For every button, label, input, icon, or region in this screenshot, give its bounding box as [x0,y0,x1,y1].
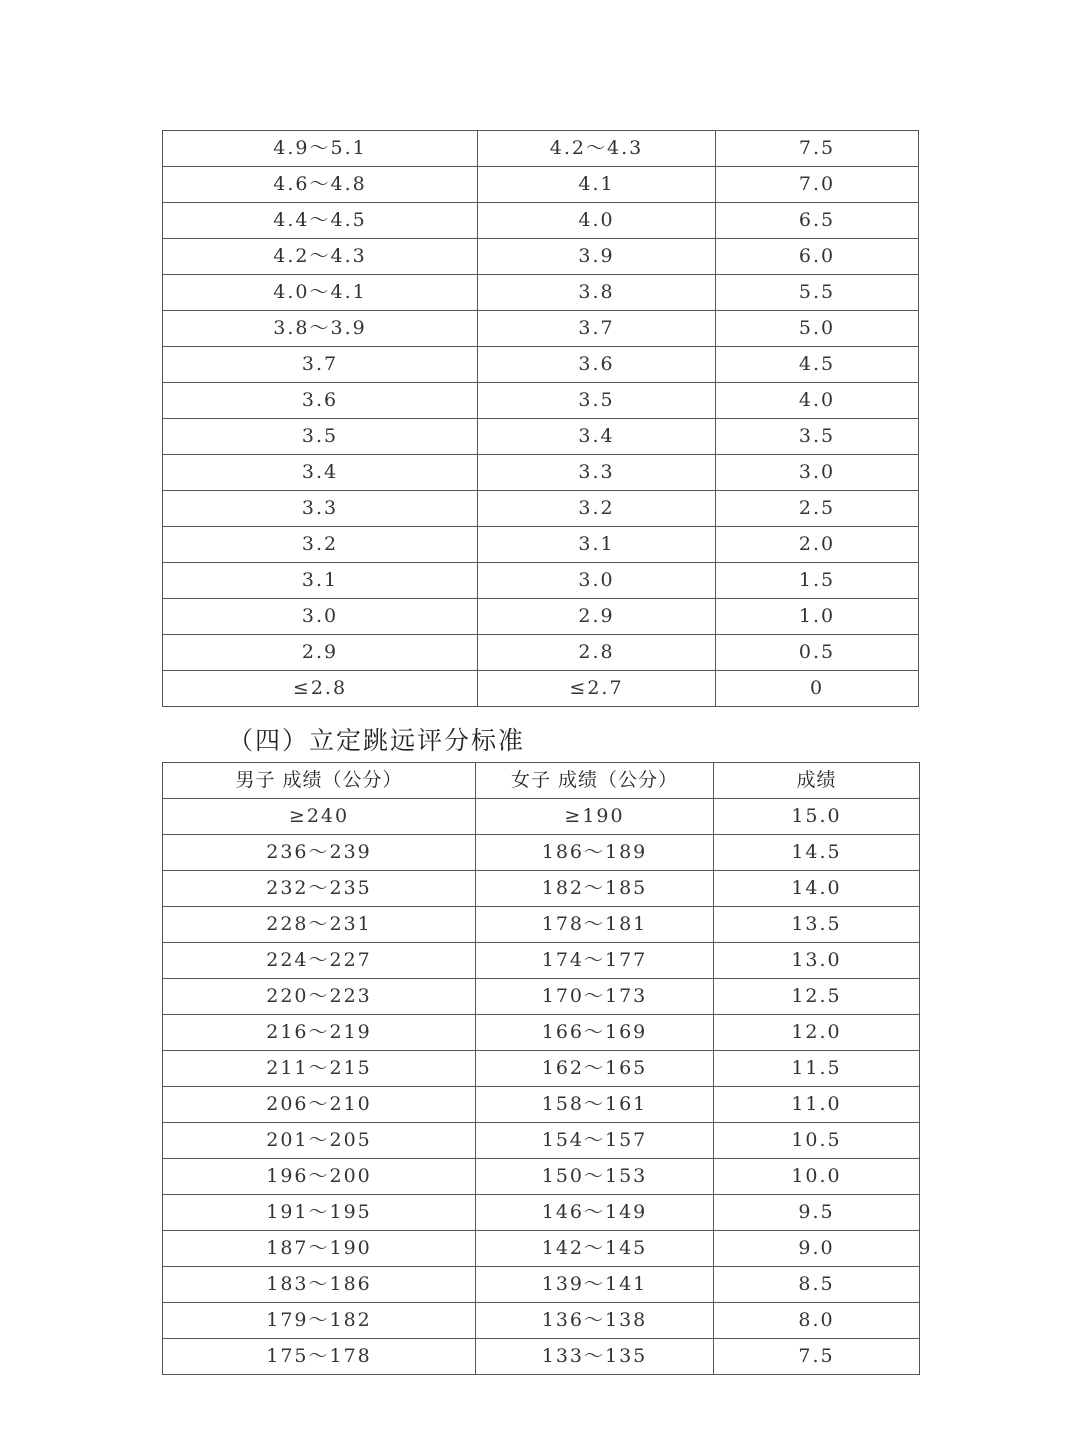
points-cell: 15.0 [714,799,920,835]
table-row [163,527,919,563]
points-cell: 6.0 [716,239,919,275]
male-cell: 216～219 [163,1015,476,1051]
male-cell: 191～195 [163,1195,476,1231]
table-row [163,1195,920,1231]
table-row [163,1123,920,1159]
female-cell: 178～181 [476,907,714,943]
table-row [163,563,919,599]
male-cell: 196～200 [163,1159,476,1195]
female-cell: 3.6 [478,347,716,383]
table-row [163,799,920,835]
female-cell: 3.2 [478,491,716,527]
male-cell: 228～231 [163,907,476,943]
male-cell: 3.5 [163,419,478,455]
points-cell: 3.5 [716,419,919,455]
female-cell: 3.3 [478,455,716,491]
points-cell: 10.5 [714,1123,920,1159]
male-cell: 3.7 [163,347,478,383]
female-cell: 3.4 [478,419,716,455]
points-cell: 4.0 [716,383,919,419]
points-cell: 11.0 [714,1087,920,1123]
male-cell: 224～227 [163,943,476,979]
score-table-continued [162,130,919,707]
points-cell: 7.5 [716,131,919,167]
female-cell: 136～138 [476,1303,714,1339]
female-cell: 158～161 [476,1087,714,1123]
standing-long-jump-table-body [163,799,920,1375]
male-cell: 206～210 [163,1087,476,1123]
female-cell: 3.1 [478,527,716,563]
male-cell: 3.8～3.9 [163,311,478,347]
female-cell: 3.0 [478,563,716,599]
male-cell: 211～215 [163,1051,476,1087]
male-cell: ≤2.8 [163,671,478,707]
female-cell: 4.1 [478,167,716,203]
points-cell: 12.0 [714,1015,920,1051]
header-female-score: 女子 成绩（公分） [476,763,714,799]
female-cell: 186～189 [476,835,714,871]
male-cell: 179～182 [163,1303,476,1339]
standing-long-jump-table-header [163,763,920,799]
table-row [163,1159,920,1195]
points-cell: 13.0 [714,943,920,979]
male-cell: 187～190 [163,1231,476,1267]
table-row [163,979,920,1015]
male-cell: 4.2～4.3 [163,239,478,275]
points-cell: 5.5 [716,275,919,311]
points-cell: 9.5 [714,1195,920,1231]
points-cell: 2.0 [716,527,919,563]
female-cell: 174～177 [476,943,714,979]
female-cell: 162～165 [476,1051,714,1087]
table-row [163,1303,920,1339]
male-cell: 4.0～4.1 [163,275,478,311]
male-cell: 2.9 [163,635,478,671]
male-cell: ≥240 [163,799,476,835]
points-cell: 2.5 [716,491,919,527]
points-cell: 12.5 [714,979,920,1015]
table-row [163,419,919,455]
points-cell: 9.0 [714,1231,920,1267]
header-points: 成绩 [714,763,920,799]
male-cell: 183～186 [163,1267,476,1303]
table-row [163,383,919,419]
female-cell: 2.9 [478,599,716,635]
points-cell: 7.0 [716,167,919,203]
points-cell: 11.5 [714,1051,920,1087]
table-row [163,1087,920,1123]
table-row [163,907,920,943]
table-row [163,455,919,491]
table-row [163,491,919,527]
table-row [163,871,920,907]
points-cell: 4.5 [716,347,919,383]
female-cell: 139～141 [476,1267,714,1303]
table-row [163,275,919,311]
male-cell: 232～235 [163,871,476,907]
female-cell: 3.7 [478,311,716,347]
female-cell: 170～173 [476,979,714,1015]
score-table-continued-body [163,131,919,707]
points-cell: 10.0 [714,1159,920,1195]
female-cell: 3.5 [478,383,716,419]
male-cell: 201～205 [163,1123,476,1159]
female-cell: 166～169 [476,1015,714,1051]
male-cell: 3.1 [163,563,478,599]
points-cell: 1.0 [716,599,919,635]
female-cell: 3.9 [478,239,716,275]
male-cell: 4.4～4.5 [163,203,478,239]
table-row [163,599,919,635]
points-cell: 14.5 [714,835,920,871]
female-cell: 133～135 [476,1339,714,1375]
female-cell: ≤2.7 [478,671,716,707]
table-row [163,671,919,707]
male-cell: 220～223 [163,979,476,1015]
table-row [163,1267,920,1303]
points-cell: 1.5 [716,563,919,599]
female-cell: 2.8 [478,635,716,671]
table-row [163,635,919,671]
table-row [163,835,920,871]
table-row [163,1231,920,1267]
male-cell: 3.3 [163,491,478,527]
male-cell: 3.4 [163,455,478,491]
points-cell: 0.5 [716,635,919,671]
points-cell: 3.0 [716,455,919,491]
table-row [163,1339,920,1375]
section-heading-standing-long-jump: （四）立定跳远评分标准 [228,726,526,755]
standing-long-jump-table [162,762,920,1375]
female-cell: 182～185 [476,871,714,907]
male-cell: 175～178 [163,1339,476,1375]
header-male-score: 男子 成绩（公分） [163,763,476,799]
female-cell: 154～157 [476,1123,714,1159]
points-cell: 0 [716,671,919,707]
points-cell: 8.5 [714,1267,920,1303]
table-row [163,1051,920,1087]
male-cell: 3.6 [163,383,478,419]
female-cell: 4.2～4.3 [478,131,716,167]
male-cell: 3.0 [163,599,478,635]
points-cell: 6.5 [716,203,919,239]
points-cell: 5.0 [716,311,919,347]
male-cell: 4.9～5.1 [163,131,478,167]
female-cell: 146～149 [476,1195,714,1231]
table-row [163,311,919,347]
table-row [163,167,919,203]
male-cell: 4.6～4.8 [163,167,478,203]
table-row [163,239,919,275]
table-row [163,943,920,979]
female-cell: 3.8 [478,275,716,311]
table-row [163,1015,920,1051]
male-cell: 3.2 [163,527,478,563]
points-cell: 8.0 [714,1303,920,1339]
table-row [163,131,919,167]
header-row [163,763,920,799]
female-cell: 142～145 [476,1231,714,1267]
points-cell: 7.5 [714,1339,920,1375]
female-cell: 150～153 [476,1159,714,1195]
male-cell: 236～239 [163,835,476,871]
points-cell: 13.5 [714,907,920,943]
points-cell: 14.0 [714,871,920,907]
female-cell: ≥190 [476,799,714,835]
table-row [163,347,919,383]
table-row [163,203,919,239]
female-cell: 4.0 [478,203,716,239]
